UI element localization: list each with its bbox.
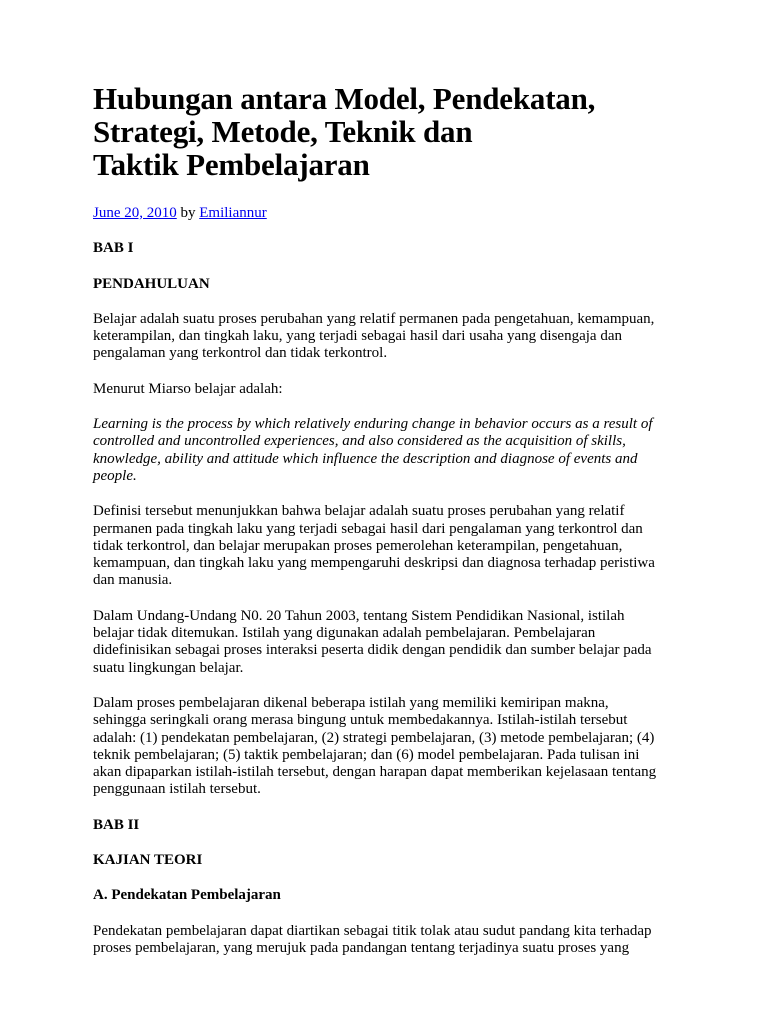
title-line: Hubungan antara Model, Pendekatan, [93,81,596,116]
section-a-heading: A. Pendekatan Pembelajaran [93,887,281,904]
paragraph-line: akan dipaparkan istilah-istilah tersebut, dengan harapan dapat memberikan kejelasaan tentang [93,764,657,781]
paragraph-line: adalah: (1) pendekatan pembelajaran, (2) strategi pembelajaran, (3) metode pembelajaran; (4) [93,729,655,746]
paragraph-line: didefinisikan sebagai proses interaksi peserta didik dengan pendidik dan sumber belajar pada [93,642,652,659]
paragraph-line: Pendekatan pembelajaran dapat diartikan sebagai titik tolak atau sudut pandang kita terhadap [93,922,652,939]
paragraph-2: Menurut Miarso belajar adalah: [93,380,283,397]
paragraph-line: teknik pembelajaran; (5) taktik pembelajaran; dan (6) model pembelajaran. Pada tulisan ini [93,746,640,763]
title-line: Strategi, Metode, Teknik dan [93,114,473,149]
paragraph-6 [93,923,685,958]
paragraph-1 [93,311,685,363]
paragraph-line: suatu lingkungan belajar. [93,659,244,676]
paragraph-line: penggunaan istilah tersebut. [93,781,261,798]
date-link[interactable]: June 20, 2010 [93,205,177,221]
article-title [93,82,685,181]
paragraph-line: pengalaman yang terkontrol dan tidak terkontrol. [93,345,388,362]
quote-line: people. [93,467,137,484]
quote-line: knowledge, ability and attitude which influence the description and diagnose of events and [93,450,638,467]
paragraph-line: Dalam Undang-Undang N0. 20 Tahun 2003, tentang Sistem Pendidikan Nasional, istilah [93,607,625,624]
paragraph-line: belajar tidak ditemukan. Istilah yang digunakan adalah pembelajaran. Pembelajaran [93,625,596,642]
author-link[interactable]: Emiliannur [199,205,267,221]
quote-line: controlled and uncontrolled experiences, and also considered as the acquisition of skills, [93,433,626,450]
paragraph-line: dan manusia. [93,572,173,589]
paragraph-3 [93,503,685,589]
document-page [93,82,685,975]
paragraph-line: Definisi tersebut menunjukkan bahwa belajar adalah suatu proses perubahan yang relatif [93,503,625,520]
quote-line: Learning is the process by which relatively enduring change in behavior occurs as a result of [93,416,653,433]
paragraph-5 [93,695,685,799]
paragraph-line: proses pembelajaran, yang merujuk pada pandangan tentang terjadinya suatu proses yang [93,939,630,956]
bab2-label: BAB II [93,816,140,833]
paragraph-line: Dalam proses pembelajaran dikenal beberapa istilah yang memiliki kemiripan makna, [93,694,609,711]
by-label: by [180,205,196,221]
article-meta [93,205,685,222]
paragraph-line: kemampuan, dan tingkah laku yang mempengaruhi deskripsi dan diagnosa terhadap peristiwa [93,555,655,572]
paragraph-4 [93,608,685,677]
quote-paragraph [93,416,685,485]
paragraph-line: permanen pada tingkah laku yang terjadi sebagai hasil dari pengalaman yang terkontrol dan [93,520,643,537]
bab1-title: PENDAHULUAN [93,275,210,292]
bab1-label: BAB I [93,240,134,257]
paragraph-line: keterampilan, dan tingkah laku, yang terjadi sebagai hasil dari usaha yang disengaja dan [93,328,622,345]
bab2-title: KAJIAN TEORI [93,852,203,869]
paragraph-line: tidak terkontrol, dan belajar merupakan proses pemerolehan keterampilan, pengetahuan, [93,537,623,554]
paragraph-line: sehingga seringkali orang merasa bingung untuk membedakannya. Istilah-istilah tersebut [93,712,628,729]
paragraph-line: Belajar adalah suatu proses perubahan yang relatif permanen pada pengetahuan, kemampuan, [93,310,655,327]
title-line: Taktik Pembelajaran [93,147,370,182]
